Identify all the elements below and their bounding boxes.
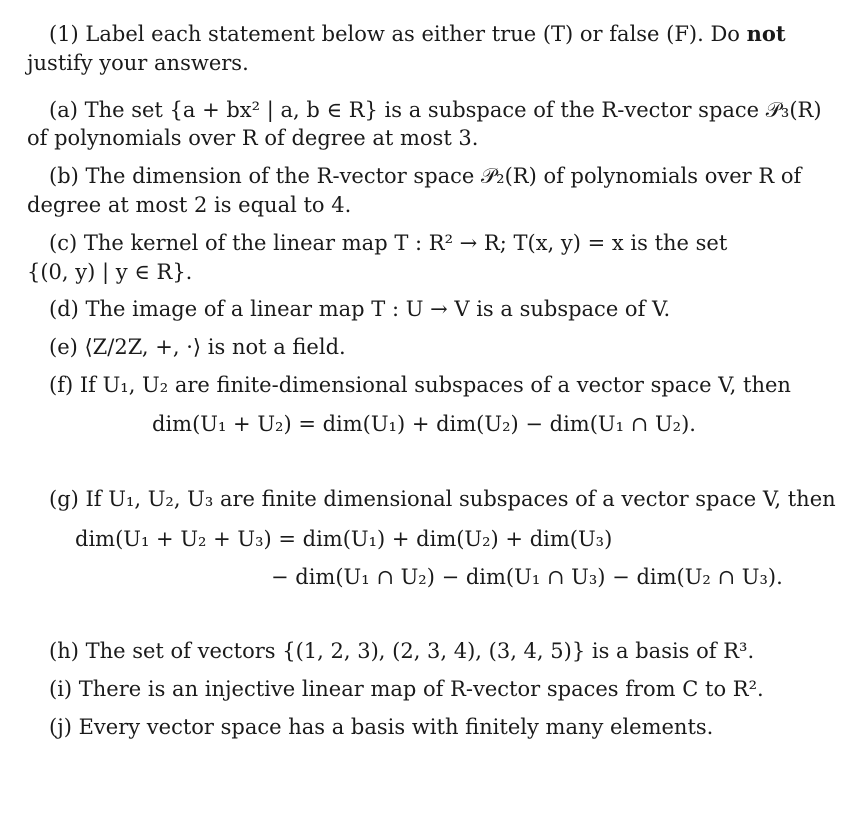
statement-b-line-2: degree at most 2 is equal to 4. bbox=[27, 193, 352, 217]
intro-line-1 bbox=[49, 20, 786, 48]
intro-bold-not: not bbox=[746, 21, 786, 46]
statement-j: (j) Every vector space has a basis with finitely many elements. bbox=[49, 715, 714, 739]
statement-g-equation-1: dim(U₁ + U₂ + U₃) = dim(U₁) + dim(U₂) + dim(U₃) bbox=[75, 527, 613, 551]
statement-f-equation: dim(U₁ + U₂) = dim(U₁) + dim(U₂) − dim(U₁ ∩ U₂). bbox=[152, 412, 696, 436]
statement-g-equation-2: − dim(U₁ ∩ U₂) − dim(U₁ ∩ U₃) − dim(U₂ ∩ U₃). bbox=[271, 565, 783, 589]
statement-i: (i) There is an injective linear map of R-vector spaces from C to R². bbox=[49, 677, 764, 701]
statement-h: (h) The set of vectors {(1, 2, 3), (2, 3, 4), (3, 4, 5)} is a basis of R³. bbox=[49, 639, 755, 663]
statement-f-line-1: (f) If U₁, U₂ are finite-dimensional subspaces of a vector space V, then bbox=[49, 373, 791, 397]
statement-a-line-2: of polynomials over R of degree at most 3. bbox=[27, 126, 479, 150]
intro-line-2: justify your answers. bbox=[27, 51, 249, 75]
statement-e: (e) ⟨Z/2Z, +, ·⟩ is not a field. bbox=[49, 335, 346, 359]
statement-g-line-1: (g) If U₁, U₂, U₃ are finite dimensional subspaces of a vector space V, then bbox=[49, 487, 836, 511]
statement-c-line-2: {(0, y) | y ∈ R}. bbox=[27, 260, 193, 284]
statement-b-line-1: (b) The dimension of the R-vector space 𝒫₂(R) of polynomials over R of bbox=[49, 164, 802, 188]
statement-d: (d) The image of a linear map T : U → V is a subspace of V. bbox=[49, 297, 671, 321]
intro-text: (1) Label each statement below as either true (T) or false (F). Do bbox=[49, 22, 747, 46]
statement-c-line-1: (c) The kernel of the linear map T : R² → R; T(x, y) = x is the set bbox=[49, 231, 728, 255]
statement-a-line-1: (a) The set {a + bx² | a, b ∈ R} is a subspace of the R-vector space 𝒫₃(R) bbox=[49, 98, 822, 122]
